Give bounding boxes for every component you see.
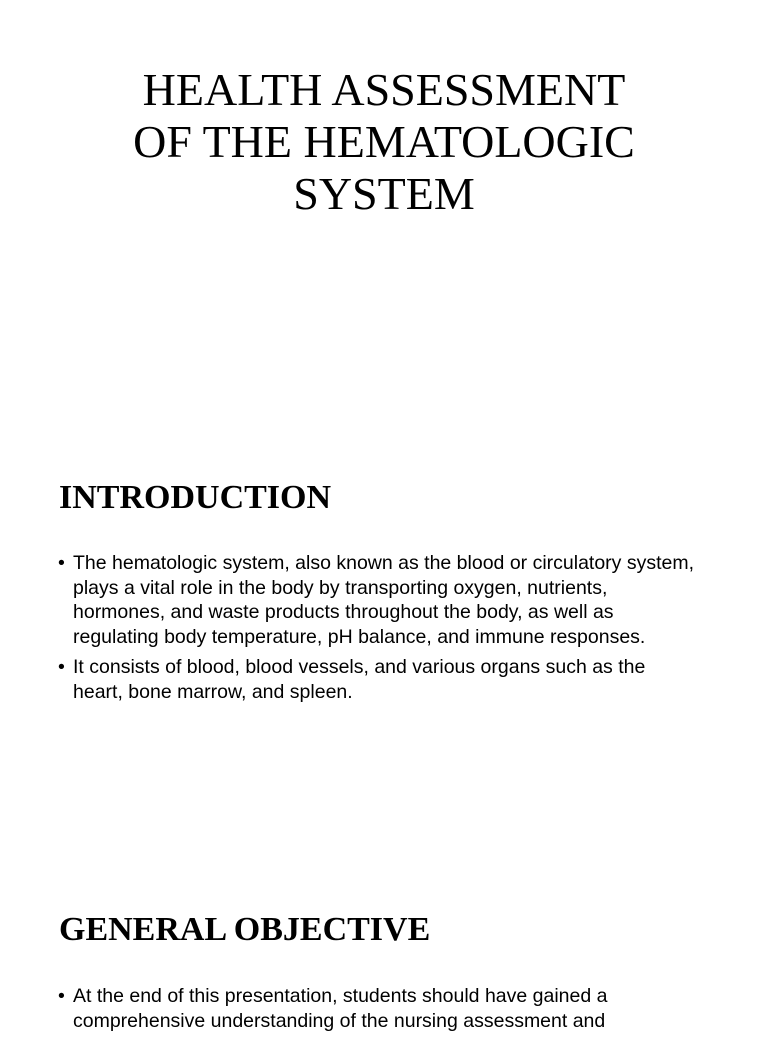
slide-title [84, 64, 684, 220]
general-objective-bullet-1 [58, 984, 698, 1033]
bullet-icon: • [58, 552, 65, 574]
title-line-2: OF THE HEMATOLOGIC [133, 116, 635, 167]
general-objective-bullet-text: At the end of this presentation, students should have gained a comprehensive understanding of the nursing assessment and [73, 985, 608, 1032]
bullet-icon: • [58, 985, 65, 1007]
title-line-1: HEALTH ASSESSMENT [142, 64, 626, 115]
bullet-icon: • [58, 656, 65, 678]
title-line-3: SYSTEM [293, 168, 475, 219]
introduction-bullet-1 [58, 551, 698, 649]
introduction-heading: INTRODUCTION [59, 479, 332, 516]
introduction-bullet-text: The hematologic system, also known as the blood or circulatory system, plays a vital role in the body by transporting oxygen, nutrients, hormones, and waste products throughout the body, as well as regulating body temperature, pH balance, and immune responses. [73, 552, 695, 648]
introduction-bullet-list [58, 551, 698, 710]
general-objective-heading: GENERAL OBJECTIVE [59, 911, 431, 948]
introduction-bullet-2 [58, 655, 698, 704]
general-objective-bullet-list [58, 984, 698, 1039]
introduction-bullet-text: It consists of blood, blood vessels, and various organs such as the heart, bone marrow, and spleen. [73, 656, 646, 703]
